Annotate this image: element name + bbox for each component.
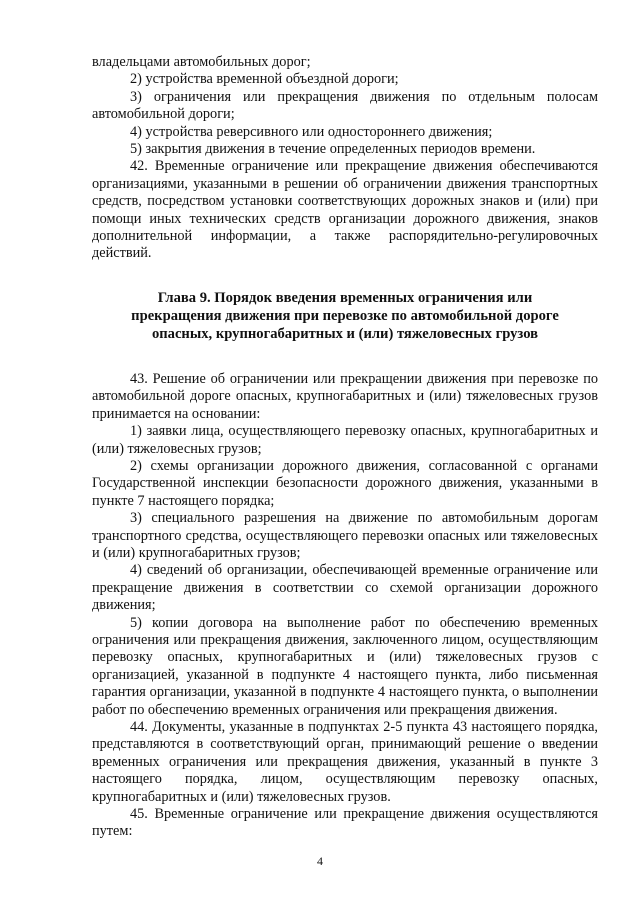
chapter-heading: Глава 9. Порядок введения временных ограничения или прекращения движения при перевозке по автомобильной дороге опасных, крупногабаритных и (или) тяжеловесных грузов bbox=[131, 289, 559, 342]
paragraph-43-item-5: 5) копии договора на выполнение работ по обеспечению временных ограничения или прекращения движения, заключенного лицом, осуществляющим перевозку опасных, крупногабаритных и (или) тяжеловесных грузов с организацией, указанной в подпункте 4 настоящего пункта, либо письменная гарантия организации, указанной в подпункте 4 настоящего пункта, о выполнении работ по обеспечению временных ограничения или прекращения движения. bbox=[92, 614, 598, 718]
paragraph-43: 43. Решение об ограничении или прекращении движения при перевозке по автомобильной дороге опасных, крупногабаритных и (или) тяжеловесных грузов принимается на основании: bbox=[92, 370, 598, 422]
paragraph-43-item-1: 1) заявки лица, осуществляющего перевозку опасных, крупногабаритных и (или) тяжеловесных грузов; bbox=[92, 423, 598, 457]
list-item-4: 4) устройства реверсивного или одностороннего движения; bbox=[130, 123, 493, 140]
paragraph-45: 45. Временные ограничение или прекращение движения осуществляются путем: bbox=[92, 806, 598, 840]
paragraph-43-item-4: 4) сведений об организации, обеспечивающей временные ограничение или прекращение движения в соответствии со схемой организации дорожного движения; bbox=[92, 562, 598, 614]
list-item-3: 3) ограничения или прекращения движения по отдельным полосам автомобильной дороги; bbox=[92, 88, 598, 123]
list-item-5: 5) закрытия движения в течение определенных периодов времени. bbox=[130, 141, 536, 158]
document-body bbox=[92, 54, 598, 841]
paragraph-43-item-2: 2) схемы организации дорожного движения, согласованной с органами Государственной инспекции безопасности дорожного движения, указанными в пункте 7 настоящего порядка; bbox=[92, 457, 598, 509]
paragraph-42: 42. Временные ограничение или прекращение движения обеспечиваются организациями, указанными в решении об ограничении движения транспортных средств, посредством установки соответствующих дорожных знаков и (или) при помощи иных технических средств организации дорожного движения, знаков дополнительной информации, а также распорядительно-регулировочных действий. bbox=[92, 158, 598, 262]
paragraph-continuation: владельцами автомобильных дорог; bbox=[92, 54, 311, 70]
paragraph-44: 44. Документы, указанные в подпунктах 2-5 пункта 43 настоящего порядка, представляются в соответствующий орган, принимающий решение о введении временных ограничения или прекращения движения, указанный в пункте 3 настоящего порядка, лицом, осуществляющим перевозку опасных, крупногабаритных и (или) тяжеловесных грузов. bbox=[92, 719, 598, 805]
page-number: 4 bbox=[317, 854, 323, 868]
paragraph-43-item-3: 3) специального разрешения на движение по автомобильным дорогам транспортного средства, осуществляющего перевозки опасных или тяжеловесных и (или) крупногабаритных грузов; bbox=[92, 510, 598, 561]
list-item-2: 2) устройства временной объездной дороги; bbox=[130, 71, 399, 88]
